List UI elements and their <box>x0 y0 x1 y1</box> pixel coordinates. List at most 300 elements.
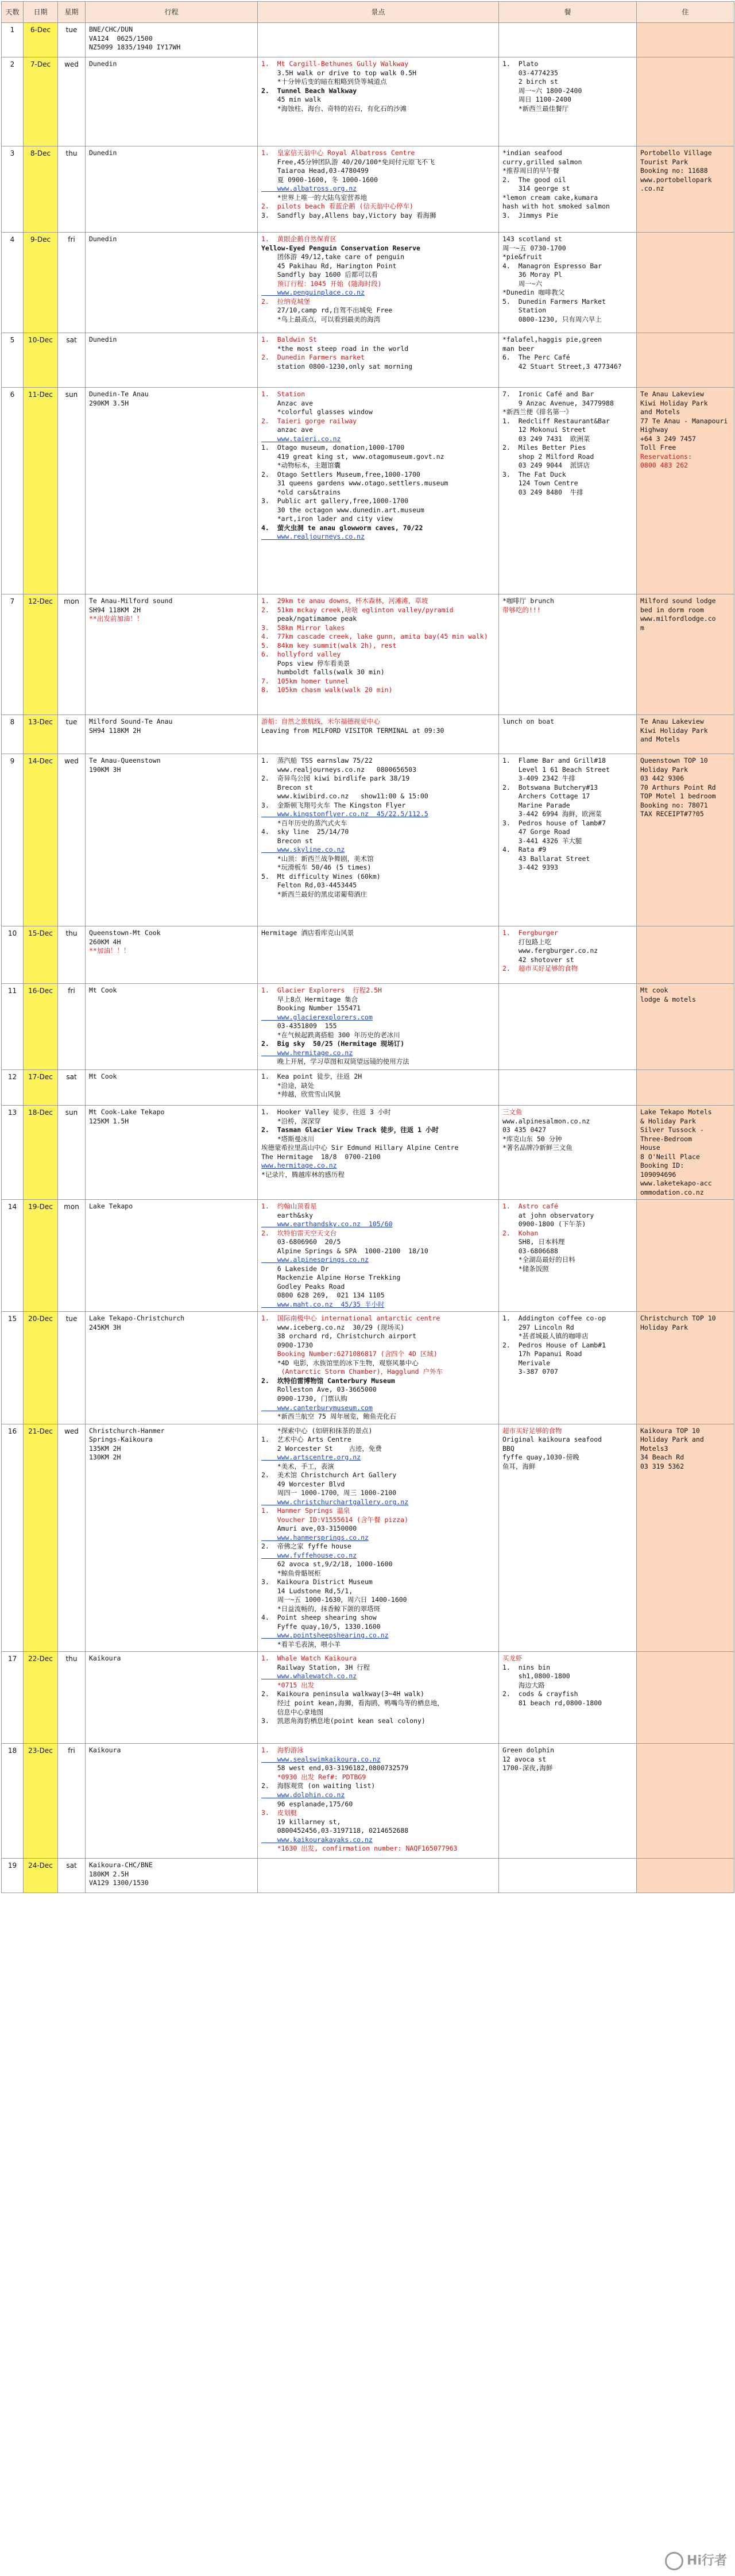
itinerary-row <box>2 715 734 754</box>
weekday-cell: thu <box>58 146 86 233</box>
spot-line: 埃德蒙希拉里高山中心 Sir Edmund Hillary Alpine Centre <box>261 1144 459 1152</box>
spot-line: 419 great king st, www.otagomuseum.govt.nz <box>261 452 444 461</box>
spot-line: *鲸鱼骨骼展柜 <box>261 1569 321 1577</box>
meal-line: 3-442 6994 海鲜，欧洲菜 <box>502 810 602 818</box>
meals-cell <box>499 1744 637 1859</box>
spot-line[interactable]: www.realjourneys.co.nz <box>261 532 365 541</box>
stay-line: TAX RECEIPT#7?05 <box>640 810 704 818</box>
watermark <box>665 2551 727 2570</box>
stay-line: Booking ID: <box>640 1161 684 1170</box>
spot-line: 03-4351809 155 <box>261 1022 337 1030</box>
spot-line[interactable]: www.hanmersprings.co.nz <box>261 1533 369 1542</box>
spot-line[interactable]: www.christchurchartgallery.org.nz <box>261 1497 409 1506</box>
date-cell: 18-Dec <box>24 1106 58 1200</box>
meal-line: 03-6806688 <box>502 1246 558 1255</box>
meal-line: *Dunedin 咖啡教父 <box>502 288 565 297</box>
spot-line[interactable]: www.penguinplace.co.nz <box>261 288 365 297</box>
weekday-cell: wed <box>58 754 86 926</box>
meal-line: shop 2 Milford Road <box>502 452 594 461</box>
route-line: Te Anau-Queenstown <box>89 756 161 764</box>
stay-line: lodge & motels <box>640 995 696 1003</box>
stay-line: 34 Beach Rd <box>640 1453 684 1462</box>
route-cell <box>86 1859 258 1893</box>
route-line: Springs-Kaikoura <box>89 1435 153 1444</box>
route-line: 135KM 2H <box>89 1444 121 1453</box>
spot-line[interactable]: www.dolphin.co.nz <box>261 1791 345 1799</box>
meal-line: 1. Redcliff Restaurant&Bar <box>502 416 610 425</box>
meal-line: 4. Managron Espresso Bar <box>502 261 602 270</box>
spot-line: *探索中心 (如研和抹茶的景点) <box>261 1426 373 1435</box>
spot-line[interactable]: www.kaikourakayaks.co.nz <box>261 1835 373 1844</box>
spot-line: 96 esplanade,175/60 <box>261 1799 353 1808</box>
spot-line: Railway Station, 3H 行程 <box>261 1663 370 1671</box>
spot-line[interactable]: www.albatross.org.nz <box>261 184 357 193</box>
itinerary-row <box>2 233 734 333</box>
spot-line: *新西兰最好的黑皮诺葡萄酒庄 <box>261 890 368 898</box>
spot-line: 2. 51km mckay creek,啥啥 eglinton valley/pyramid <box>261 605 454 614</box>
itinerary-row <box>2 1744 734 1859</box>
spot-line[interactable]: www.canterburymuseum.com <box>261 1403 373 1412</box>
spot-line[interactable]: www.whalewatch.co.nz <box>261 1672 357 1681</box>
meal-line: *新西兰便《排名第一》 <box>502 408 572 416</box>
date-cell: 11-Dec <box>24 388 58 594</box>
route-cell <box>86 1070 258 1106</box>
spots-cell <box>258 1424 499 1652</box>
meal-line: 03 249 8480 牛排 <box>502 488 583 496</box>
spot-line: 0800 628 269, 021 134 1105 <box>261 1291 385 1300</box>
spot-line: 4. sky line 25/14/70 <box>261 828 349 836</box>
spot-line[interactable]: www.maht.co.nz 45/35 半小时 <box>261 1300 385 1308</box>
meal-line: 带够吃的!!! <box>502 605 541 614</box>
spot-line: 5. Mt difficulty Wines (60km) <box>261 872 381 880</box>
meal-line: 3. The Fat Duck <box>502 470 566 478</box>
spot-line[interactable]: www.hermitage.co.nz <box>261 1161 337 1170</box>
route-cell <box>86 1200 258 1312</box>
meal-line: *咖啡厅 brunch <box>502 597 554 605</box>
meal-line: *新西兰最佳餐厅 <box>502 104 569 113</box>
day-number-cell: 3 <box>2 146 24 233</box>
spot-line: 1. Kea point 徒步，往返 2H <box>261 1072 362 1080</box>
spot-line: Taiaroa Head,03-4780499 <box>261 167 369 175</box>
spot-line: 3.5H walk or drive to top walk 0.5H <box>261 68 417 77</box>
meal-line: lunch on boat <box>502 717 555 725</box>
spot-line: 晚上开展，学习草图和双筒望远镜的使用方法 <box>261 1057 409 1066</box>
spots-cell <box>258 23 499 57</box>
meal-line: 2. The good oil <box>502 175 566 184</box>
meal-line: 3-442 9393 <box>502 863 558 872</box>
route-line: BNE/CHC/DUN <box>89 25 133 33</box>
meal-line: *indian seafood <box>502 149 562 157</box>
meal-line: 0900-1800 (下午茶) <box>502 1220 586 1229</box>
route-cell <box>86 715 258 754</box>
itinerary-row <box>2 1070 734 1106</box>
date-cell: 20-Dec <box>24 1312 58 1424</box>
spot-line: 2. Dunedin Farmers market <box>261 353 365 362</box>
itinerary-row <box>2 594 734 715</box>
spot-line: *沿途，缺处 <box>261 1081 315 1090</box>
meal-line: Level 1 61 Beach Street <box>502 765 610 774</box>
date-cell: 21-Dec <box>24 1424 58 1652</box>
route-line: 245KM 3H <box>89 1323 121 1331</box>
spots-cell <box>258 1312 499 1424</box>
spot-line: Mackenzie Alpine Horse Trekking <box>261 1273 401 1282</box>
meal-line: 3. Pedros house of lamb#7 <box>502 818 606 827</box>
meal-line: sh1,0800-1800 <box>502 1672 570 1681</box>
date-cell: 6-Dec <box>24 23 58 57</box>
spot-line: 游船：自然之旅航线，米尔福德视觉中心 <box>261 717 380 725</box>
route-line: Milford Sound-Te Anau <box>89 717 173 725</box>
spot-line: Brecon st <box>261 836 314 845</box>
meal-line: www.alpinesalmon.co.nz <box>502 1117 590 1125</box>
spot-line: 27/10,camp rd,自驾不出城免 Free <box>261 306 393 315</box>
day-number-cell: 11 <box>2 984 24 1070</box>
spot-line[interactable]: www.kingstonflyer.co.nz 45/22.5/112.5 <box>261 810 428 818</box>
stay-line: Portobello Village <box>640 149 712 157</box>
spots-cell <box>258 146 499 233</box>
route-line: SH94 118KM 2H <box>89 726 141 735</box>
meal-line: 81 beach rd,0800-1800 <box>502 1699 602 1707</box>
spot-line[interactable]: www.artscentre.org.nz <box>261 1453 361 1462</box>
spot-line: 58 west end,03-3196182,0800732579 <box>261 1764 409 1772</box>
stay-line: Milford sound lodge <box>640 597 716 605</box>
meal-line: 4. Rata #9 <box>502 845 547 854</box>
spots-cell <box>258 715 499 754</box>
stay-line: Toll Free <box>640 443 676 452</box>
route-line: NZ5099 1835/1940 IY17WH <box>89 43 181 52</box>
stay-line: bed in dorm room <box>640 605 704 614</box>
route-line: 290KM 3.5H <box>89 399 129 407</box>
spots-cell <box>258 1200 499 1312</box>
meal-line: *falafel,haggis pie,green <box>502 335 602 343</box>
spot-line: Amuri ave,03-3150000 <box>261 1524 357 1533</box>
route-cell <box>86 594 258 715</box>
weekday-cell: tue <box>58 715 86 754</box>
route-cell <box>86 23 258 57</box>
stay-line: Holiday Park <box>640 765 688 774</box>
spot-line: *0715 出发 <box>261 1681 315 1689</box>
spot-line[interactable]: www.earthandsky.co.nz 105/60 <box>261 1220 393 1229</box>
spots-cell <box>258 1652 499 1744</box>
spot-line: 3. Sandfly bay,Allens bay,Victory bay 看海狮 <box>261 211 436 219</box>
spot-line[interactable]: www.glacierexplorers.com <box>261 1013 373 1021</box>
stay-line: Silver Tussock - <box>640 1126 704 1134</box>
meal-line: 买龙虾 <box>502 1654 523 1663</box>
day-number-cell: 17 <box>2 1652 24 1744</box>
meals-cell <box>499 984 637 1070</box>
meal-line: 297 Lincoln Rd <box>502 1323 574 1331</box>
meal-line: curry,grilled salmon <box>502 157 582 166</box>
meal-line: 2. Botswana Butchery#13 <box>502 783 598 791</box>
spot-line: *在气候起跌离搭船 300 年历史的老冰川 <box>261 1030 400 1039</box>
meal-line: 12 Mokonui Street <box>502 426 586 434</box>
spots-cell <box>258 57 499 146</box>
meal-line: 5. Dunedin Farmers Market <box>502 297 606 306</box>
itinerary-row <box>2 1106 734 1200</box>
date-cell: 12-Dec <box>24 594 58 715</box>
header-spots: 景点 <box>258 2 499 23</box>
spot-line[interactable]: www.taieri.co.nz <box>261 434 341 443</box>
spots-cell <box>258 594 499 715</box>
stay-line: Kiwi Holiday Park <box>640 399 708 407</box>
date-cell: 24-Dec <box>24 1859 58 1893</box>
meals-cell <box>499 1070 637 1106</box>
itinerary-row <box>2 1652 734 1744</box>
meal-line: 海边大路 <box>502 1681 545 1689</box>
spot-line: 3. Public art gallery,free,1000-1700 <box>261 497 409 505</box>
spot-line[interactable]: www.alpinesprings.co.nz <box>261 1256 369 1264</box>
meals-cell <box>499 1424 637 1652</box>
spot-line: 14 Ludstone Rd,5/1, <box>261 1586 353 1595</box>
spot-line: 31 queens gardens www.otago.settlers.museum <box>261 479 448 488</box>
meal-line: BBQ <box>502 1444 514 1453</box>
meal-line: 三文鱼 <box>502 1108 523 1116</box>
route-line: Kaikoura <box>89 1746 121 1755</box>
route-line: Lake Tekapo-Christchurch <box>89 1314 185 1323</box>
spot-line: 7. 105km homer tunnel <box>261 677 349 685</box>
stay-cell <box>637 1424 734 1652</box>
route-cell <box>86 1652 258 1744</box>
stay-line: Reservations: <box>640 452 693 461</box>
stay-line: Lake Tekapo Motels <box>640 1108 712 1116</box>
meal-line: 1. Addington coffee co-op <box>502 1314 606 1323</box>
spots-cell <box>258 1744 499 1859</box>
route-line: Mt Cook <box>89 1072 117 1080</box>
spot-line: 38 orchard rd, Christchurch airport <box>261 1332 417 1341</box>
weekday-cell: mon <box>58 594 86 715</box>
stay-cell <box>637 146 734 233</box>
stay-cell <box>637 926 734 984</box>
meal-line: Original kaikoura seafood <box>502 1435 602 1444</box>
meals-cell <box>499 594 637 715</box>
meal-line: 1. Astro café <box>502 1202 558 1211</box>
meals-cell <box>499 1652 637 1744</box>
meals-cell <box>499 1200 637 1312</box>
spot-line[interactable]: www.fyffehouse.co.nz <box>261 1551 357 1559</box>
meal-line: 1700-深夜,海鲜 <box>502 1764 553 1772</box>
stay-line: Christchurch TOP 10 <box>640 1314 716 1323</box>
itinerary-row <box>2 926 734 984</box>
spot-line: Pops view 停车看美景 <box>261 659 350 667</box>
meal-line: *甚者城最人镇的咖啡店 <box>502 1332 589 1341</box>
spot-line: Yellow-Eyed Penguin Conservation Reserve <box>261 244 420 252</box>
meal-line: 3-409 2342 牛排 <box>502 774 575 783</box>
meals-cell <box>499 926 637 984</box>
date-cell: 19-Dec <box>24 1200 58 1312</box>
spot-line: 2. 帝佛之家 fyffe house <box>261 1542 351 1551</box>
itinerary-row <box>2 1312 734 1424</box>
meal-line: 周一~五 0730-1700 <box>502 244 566 252</box>
meal-line: Merivale <box>502 1358 551 1367</box>
spot-line: 2. Taieri gorge railway <box>261 416 357 425</box>
meal-line: *储条饭照 <box>502 1264 549 1273</box>
day-number-cell: 19 <box>2 1859 24 1893</box>
stay-line: www.milfordlodge.co <box>640 615 716 623</box>
spot-line: www.kiwibird.co.nz show11:00 & 15:00 <box>261 792 428 801</box>
spots-cell <box>258 754 499 926</box>
meal-line: 1. Flame Bar and Grill#18 <box>502 756 606 764</box>
header-weekday: 星期 <box>58 2 86 23</box>
weekday-cell: sun <box>58 388 86 594</box>
meal-line: hash with hot smoked salmon <box>502 202 610 211</box>
meal-line: *全湖岛最好的日料 <box>502 1256 575 1264</box>
spot-line: Alpine Springs & SPA 1000-2100 18/10 <box>261 1246 428 1255</box>
meal-line: 鱼耳，海鲜 <box>502 1462 536 1470</box>
meals-cell <box>499 388 637 594</box>
route-line: 130KM 2H <box>89 1453 121 1462</box>
spot-line: Voucher ID:V1555614 (含午餐 pizza) <box>261 1515 409 1524</box>
spot-line: *0930 出发 Ref#: PDTBG9 <box>261 1772 366 1781</box>
spot-line: *看羊毛表演，喂小羊 <box>261 1640 341 1648</box>
itinerary-row <box>2 57 734 146</box>
meal-line: 周一~六 1800-2400 <box>502 86 582 95</box>
spot-line: 预订行程：1045 开始 (随海时段) <box>261 279 382 288</box>
spot-line: 2. 奇异鸟公园 kiwi birdlife park 38/19 <box>261 774 410 783</box>
meal-line: 2. cods & crayfish <box>502 1690 578 1698</box>
spot-line: 1. Station <box>261 390 305 398</box>
header-route: 行程 <box>86 2 258 23</box>
stay-cell <box>637 715 734 754</box>
meal-line: 124 Town Centre <box>502 479 578 488</box>
spot-line: 1. 蒸汽船 TSS earnslaw 75/22 <box>261 756 373 764</box>
spot-line: 1. 海豹游泳 <box>261 1746 304 1755</box>
spot-line: 夏 0900-1600, 冬 1000-1600 <box>261 175 378 184</box>
spot-line: 45 Pakihau Rd, Harington Point <box>261 261 397 270</box>
weekday-cell: fri <box>58 1744 86 1859</box>
spot-line: *塔斯曼冰川 <box>261 1134 315 1143</box>
spot-line: 3. 58km Mirror lakes <box>261 623 345 632</box>
spot-line: 1. Baldwin St <box>261 335 317 343</box>
meal-line: 1. Plato <box>502 60 539 68</box>
day-number-cell: 5 <box>2 333 24 388</box>
day-number-cell: 1 <box>2 23 24 57</box>
meal-line: *推荐周日的早午餐 <box>502 167 559 175</box>
spot-line: peak/ngatimamoe peak <box>261 615 357 623</box>
weekday-cell: sat <box>58 333 86 388</box>
route-cell <box>86 1106 258 1200</box>
meals-cell <box>499 146 637 233</box>
route-line: Mt Cook-Lake Tekapo <box>89 1108 165 1116</box>
spot-line: 4. 77km cascade creek, lake gunn, amita bay(45 min walk) <box>261 632 488 641</box>
stay-line: Booking no: 78071 <box>640 801 708 809</box>
spot-line[interactable]: www.skyline.co.nz <box>261 845 345 854</box>
stay-line: Kiwi Holiday Park <box>640 726 708 735</box>
route-line: Queenstown-Mt Cook <box>89 929 161 937</box>
route-line: 190KM 3H <box>89 765 121 774</box>
spot-line: 4. 萤火虫洞 te anau glowworm caves, 70/22 <box>261 523 423 532</box>
spot-line: *山顶：新西兰战争舞剧，美术馆 <box>261 854 374 863</box>
spot-line: earth&sky <box>261 1211 314 1219</box>
spot-line: *1630 出发, confirmation number: NAQF165077963 <box>261 1844 458 1853</box>
stay-line: 70 Arthurs Point Rd <box>640 783 716 791</box>
spot-line: 2. Kaikoura peninsula walkway(3~4H walk) <box>261 1690 424 1698</box>
spot-line: Brecon st <box>261 783 314 791</box>
date-cell: 7-Dec <box>24 57 58 146</box>
spot-line: 1. Mt Cargill-Bethunes Gully Walkway <box>261 60 409 68</box>
meals-cell <box>499 1859 637 1893</box>
route-line: 260KM 4H <box>89 937 121 946</box>
spot-line: *日益流畅的，抹香鲸下颌的翠塔斑 <box>261 1604 381 1613</box>
spot-line: www.iceberg.co.nz 30/29 (现场买) <box>261 1323 405 1331</box>
stay-line: m <box>640 623 644 632</box>
meal-line: *pie&fruit <box>502 253 543 261</box>
spot-line[interactable]: www.pointsheepshearing.co.nz <box>261 1631 389 1640</box>
stay-line: 109094696 <box>640 1170 676 1179</box>
route-cell <box>86 1744 258 1859</box>
weekday-cell: mon <box>58 1200 86 1312</box>
spot-line: 30 the octagon www.dunedin.art.museum <box>261 505 424 514</box>
stay-cell <box>637 1106 734 1200</box>
day-number-cell: 13 <box>2 1106 24 1200</box>
spot-line[interactable]: www.sealswimkaikoura.co.nz <box>261 1755 381 1763</box>
stay-line: Booking no: 11688 <box>640 167 708 175</box>
stay-line: Holiday Park and <box>640 1435 704 1444</box>
route-line: Te Anau-Milford sound <box>89 597 173 605</box>
meal-line: 03 249 7431 欧洲菜 <box>502 434 590 443</box>
itinerary-row <box>2 23 734 57</box>
spot-line: The Hermitage 18/8 0700-2100 <box>261 1152 381 1161</box>
route-line: Kaikoura-CHC/BNE <box>89 1861 153 1870</box>
spot-line: 03-6806960 20/5 <box>261 1238 341 1246</box>
stay-line: and Motels <box>640 408 680 416</box>
day-number-cell: 8 <box>2 715 24 754</box>
stay-line: +64 3 249 7457 <box>640 434 696 443</box>
date-cell: 17-Dec <box>24 1070 58 1106</box>
meal-line: 周一~六 <box>502 279 543 288</box>
spot-line: Anzac ave <box>261 399 314 407</box>
route-cell <box>86 1424 258 1652</box>
weekday-cell: wed <box>58 57 86 146</box>
stay-line: Kaikoura TOP 10 <box>640 1426 700 1435</box>
spot-line: *沿桥，深深穿 <box>261 1117 321 1125</box>
meal-line: 6. The Perc Café <box>502 353 570 362</box>
route-cell <box>86 1312 258 1424</box>
spot-line: 1. 皇家信天翁中心 Royal Albatross Centre <box>261 149 415 157</box>
spot-line: *动物标本，主题馆囊 <box>261 461 341 470</box>
weekday-cell: thu <box>58 1652 86 1744</box>
stay-line: 03 319 5362 <box>640 1462 684 1470</box>
day-number-cell: 10 <box>2 926 24 984</box>
meal-line: *著名品牌冷新鲜三文鱼 <box>502 1144 572 1152</box>
stay-cell <box>637 233 734 333</box>
meal-line: 42 shotover st <box>502 955 574 964</box>
spot-line: 1. Hooker Valley 徒步，往返 3 小时 <box>261 1108 391 1116</box>
spot-line[interactable]: www.hermitage.co.nz <box>261 1048 353 1057</box>
stay-line: 0800 483 262 <box>640 461 688 470</box>
route-cell <box>86 754 258 926</box>
date-cell: 9-Dec <box>24 233 58 333</box>
meal-line: 03 435 0427 <box>502 1126 547 1134</box>
spot-line: *colorful glasses window <box>261 408 373 416</box>
route-line: **加油！！！ <box>89 947 130 955</box>
spots-cell <box>258 926 499 984</box>
route-line: Dunedin <box>89 235 117 243</box>
spot-line: *世界上唯一的大陆鸟室营养地 <box>261 193 368 202</box>
weekday-cell: sat <box>58 1070 86 1106</box>
spot-line: Fyffe quay,10/5, 1330.1600 <box>261 1622 381 1631</box>
spot-line: 6. hollyford valley <box>261 650 341 659</box>
route-cell <box>86 57 258 146</box>
spot-line: 2. Big sky 50/25 (Hermitage 现场订) <box>261 1040 405 1048</box>
meal-line: Archers Cottage 17 <box>502 792 590 801</box>
stay-line: Queenstown TOP 10 <box>640 756 708 764</box>
spot-line: 8. 105km chasm walk(walk 20 min) <box>261 686 393 694</box>
meal-line: *lemon cream cake,kumara <box>502 193 598 202</box>
spot-line: 2. Tunnel Beach Walkway <box>261 86 357 95</box>
spot-line: Booking Number 155471 <box>261 1004 361 1013</box>
spot-line: Sandfly bay 1600 后都可以看 <box>261 271 378 279</box>
spots-cell <box>258 984 499 1070</box>
spot-line: 1. Otago museum, donation,1000-1700 <box>261 443 405 452</box>
